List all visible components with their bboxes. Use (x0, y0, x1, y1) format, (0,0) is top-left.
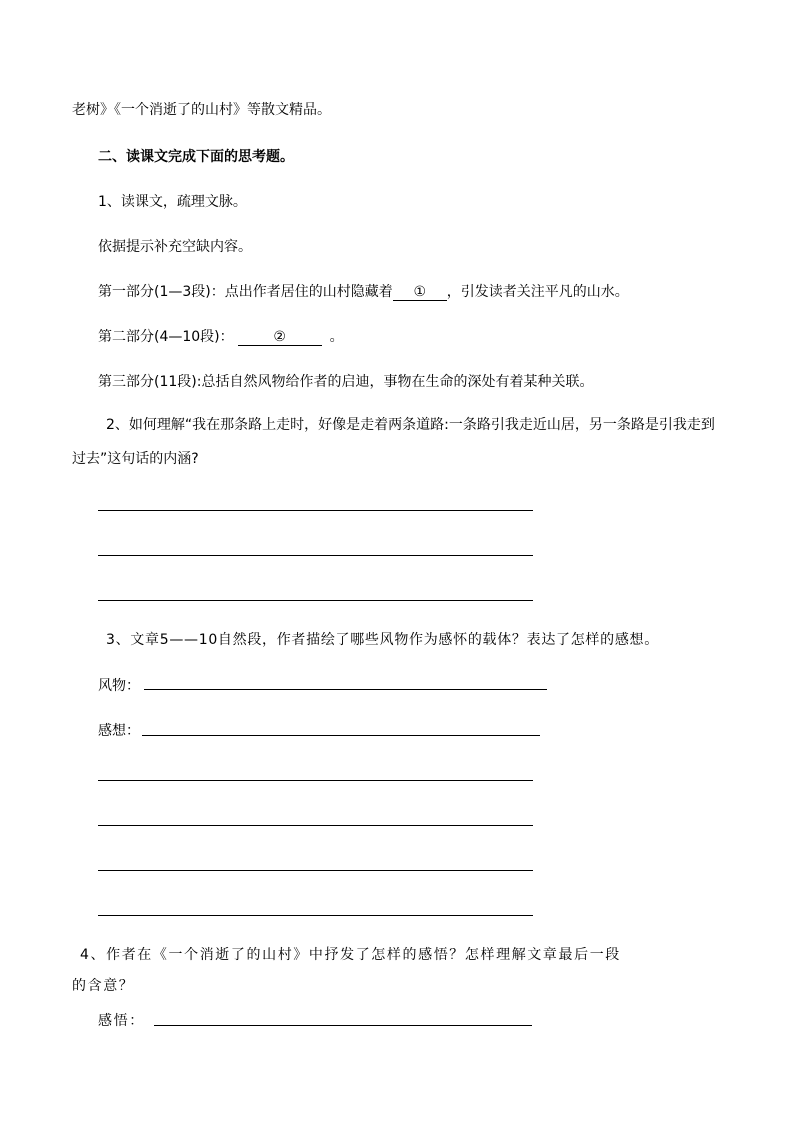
q4-line1: 4、作者在《一个消逝了的山村》中抒发了怎样的感悟？怎样理解文章最后一段 (80, 947, 621, 963)
answer-line-ganwu[interactable] (154, 1025, 532, 1026)
part2-line (98, 327, 344, 347)
q3-title: 3、文章5——10自然段，作者描绘了哪些风物作为感怀的载体？表达了怎样的感想。 (106, 632, 659, 648)
answer-line-q3-4[interactable] (98, 915, 533, 916)
q1-instruction: 依据提示补充空缺内容。 (98, 239, 252, 255)
q3-ganxiang-label: 感想： (98, 723, 140, 739)
part2-text-after: 。 (329, 329, 344, 345)
part2-blank[interactable]: ② (238, 329, 322, 346)
answer-line-q2-1[interactable] (98, 510, 533, 511)
q4-ganwu-label: 感悟： (98, 1013, 145, 1029)
part1-line (98, 282, 629, 302)
answer-line-q3-2[interactable] (98, 825, 533, 826)
part1-blank[interactable]: ① (393, 284, 447, 301)
part2-text-before: 第二部分(4—10段)： (98, 329, 234, 345)
answer-line-q3-1[interactable] (98, 780, 533, 781)
q1-title: 1、读课文，疏理文脉。 (98, 194, 247, 210)
answer-line-fengwu[interactable] (144, 689, 547, 690)
answer-line-ganxiang[interactable] (142, 735, 540, 736)
section-heading: 二、读课文完成下面的思考题。 (98, 149, 294, 165)
answer-line-q3-3[interactable] (98, 870, 533, 871)
q2-line2: 过去”这句话的内涵? (72, 451, 199, 467)
q3-fengwu-label: 风物： (98, 678, 140, 694)
part1-text-before: 第一部分(1—3段)：点出作者居住的山村隐藏着 (98, 284, 393, 300)
part1-text-after: ，引发读者关注平凡的山水。 (446, 284, 629, 300)
answer-line-q2-2[interactable] (98, 555, 533, 556)
answer-line-q2-3[interactable] (98, 600, 533, 601)
q2-line1: 2、如何理解“我在那条路上走时，好像是走着两条道路:一条路引我走近山居，另一条路是引我走到 (106, 417, 715, 433)
intro-line: 老树》《一个消逝了的山村》等散文精品。 (72, 102, 331, 118)
q4-line2: 的含意？ (72, 978, 135, 994)
part3-line: 第三部分(11段):总括自然风物给作者的启迪，事物在生命的深处有着某种关联。 (98, 374, 594, 390)
